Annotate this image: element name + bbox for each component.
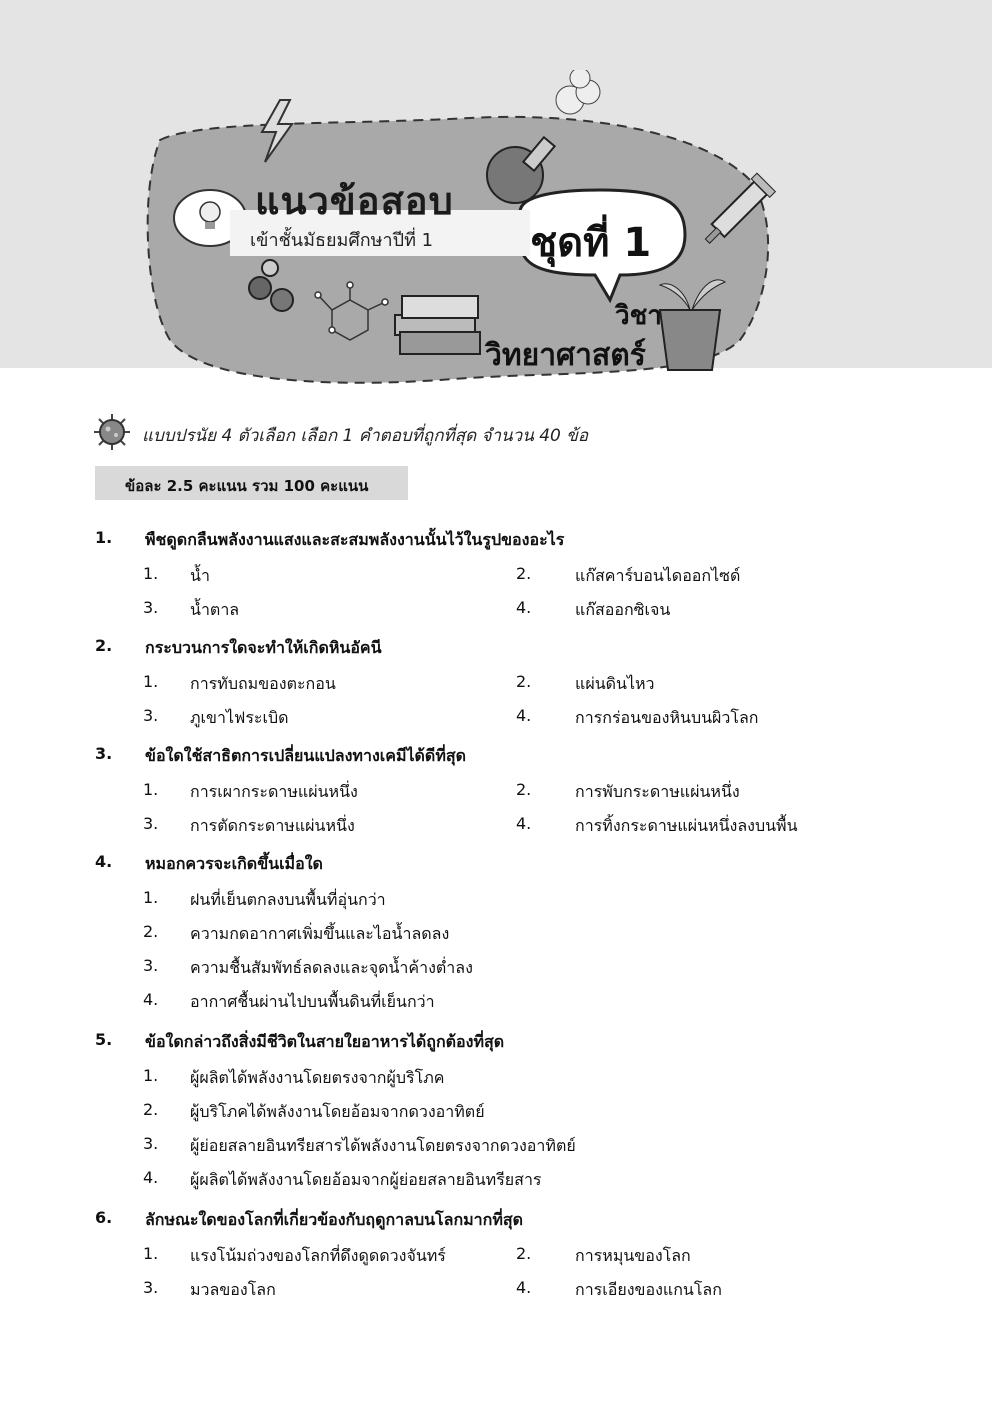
- choice-text: น้ำ: [190, 566, 210, 585]
- choice-text: น้ำตาล: [190, 600, 240, 619]
- books-icon: [395, 296, 480, 354]
- choice-number: 4.: [516, 1278, 532, 1297]
- choice-text: ผู้ผลิตได้พลังงานโดยอ้อมจากผู้ย่อยสลายอินทรียสาร: [190, 1170, 542, 1189]
- choice-text: การเผากระดาษแผ่นหนึ่ง: [190, 782, 358, 801]
- banner-title: แนวข้อสอบ: [255, 179, 454, 223]
- choice-number: 1.: [143, 672, 159, 691]
- choice-text: การเอียงของแกนโลก: [575, 1280, 722, 1299]
- choice-text: การพับกระดาษแผ่นหนึ่ง: [575, 782, 740, 801]
- score-box: [95, 466, 408, 500]
- choice-number: 2.: [516, 672, 532, 691]
- question-number: 1.: [95, 528, 113, 547]
- question-number: 3.: [95, 744, 113, 763]
- choice-number: 4.: [143, 990, 159, 1009]
- choice-text: แก๊สคาร์บอนไดออกไซด์: [575, 566, 741, 585]
- question-number: 2.: [95, 636, 113, 655]
- choice-text: ผู้ย่อยสลายอินทรียสารได้พลังงานโดยตรงจากดวงอาทิตย์: [190, 1136, 576, 1155]
- choice-text: มวลของโลก: [190, 1280, 276, 1299]
- title-banner: [140, 70, 780, 400]
- choice-number: 1.: [143, 564, 159, 583]
- choice-number: 2.: [516, 1244, 532, 1263]
- choice-number: 3.: [143, 598, 159, 617]
- choice-number: 4.: [143, 1168, 159, 1187]
- score-text: ข้อละ 2.5 คะแนน รวม 100 คะแนน: [125, 477, 369, 495]
- question-text: หมอกควรจะเกิดขึ้นเมื่อใด: [145, 854, 323, 873]
- choice-number: 3.: [143, 706, 159, 725]
- choice-number: 2.: [516, 564, 532, 583]
- choice-text: การกร่อนของหินบนผิวโลก: [575, 708, 759, 727]
- question-text: ลักษณะใดของโลกที่เกี่ยวข้องกับฤดูกาลบนโลกมากที่สุด: [145, 1210, 524, 1229]
- question-number: 4.: [95, 852, 113, 871]
- choice-number: 1.: [143, 1244, 159, 1263]
- choice-text: ภูเขาไฟระเบิด: [190, 708, 289, 727]
- choice-text: การตัดกระดาษแผ่นหนึ่ง: [190, 816, 355, 835]
- question-text: ข้อใดกล่าวถึงสิ่งมีชีวิตในสายใยอาหารได้ถูกต้องที่สุด: [145, 1032, 505, 1051]
- subject-label: วิชา: [615, 301, 662, 331]
- choice-text: แก๊สออกซิเจน: [575, 600, 671, 619]
- choice-text: ผู้บริโภคได้พลังงานโดยอ้อมจากดวงอาทิตย์: [190, 1102, 485, 1121]
- choice-number: 4.: [516, 814, 532, 833]
- choice-number: 2.: [143, 922, 159, 941]
- choice-text: ผู้ผลิตได้พลังงานโดยตรงจากผู้บริโภค: [190, 1068, 445, 1087]
- set-label: ชุดที่ 1: [530, 220, 652, 266]
- choice-number: 4.: [516, 598, 532, 617]
- choice-number: 3.: [143, 1278, 159, 1297]
- choice-text: แผ่นดินไหว: [575, 674, 655, 693]
- choice-number: 3.: [143, 956, 159, 975]
- choice-number: 4.: [516, 706, 532, 725]
- choice-number: 3.: [143, 1134, 159, 1153]
- choice-number: 2.: [143, 1100, 159, 1119]
- choice-number: 1.: [143, 1066, 159, 1085]
- question-text: พืชดูดกลืนพลังงานแสงและสะสมพลังงานนั้นไว้ในรูปของอะไร: [145, 530, 565, 549]
- choice-text: อากาศชื้นผ่านไปบนพื้นดินที่เย็นกว่า: [190, 992, 435, 1011]
- choice-text: การหมุนของโลก: [575, 1246, 691, 1265]
- choice-number: 1.: [143, 780, 159, 799]
- banner-subtitle: เข้าชั้นมัธยมศึกษาปีที่ 1: [250, 230, 434, 251]
- question-text: กระบวนการใดจะทำให้เกิดหินอัคนี: [145, 638, 382, 657]
- choice-number: 1.: [143, 888, 159, 907]
- instruction-text: แบบปรนัย 4 ตัวเลือก เลือก 1 คำตอบที่ถูกที่สุด จำนวน 40 ข้อ: [142, 426, 589, 446]
- choice-number: 2.: [516, 780, 532, 799]
- choice-text: แรงโน้มถ่วงของโลกที่ดึงดูดดวงจันทร์: [190, 1246, 446, 1265]
- choice-number: 3.: [143, 814, 159, 833]
- choice-text: ฝนที่เย็นตกลงบนพื้นที่อุ่นกว่า: [190, 890, 386, 909]
- question-number: 5.: [95, 1030, 113, 1049]
- choice-text: ความกดอากาศเพิ่มขึ้นและไอน้ำลดลง: [190, 924, 450, 943]
- subject-name: วิทยาศาสตร์: [485, 338, 646, 373]
- instruction-row: [92, 412, 912, 452]
- question-number: 6.: [95, 1208, 113, 1227]
- virus-icon: [92, 412, 132, 452]
- question-text: ข้อใดใช้สาธิตการเปลี่ยนแปลงทางเคมีได้ดีที่สุด: [145, 746, 467, 765]
- choice-text: การทิ้งกระดาษแผ่นหนึ่งลงบนพื้น: [575, 816, 798, 835]
- choice-text: การทับถมของตะกอน: [190, 674, 336, 693]
- choice-text: ความชื้นสัมพัทธ์ลดลงและจุดน้ำค้างต่ำลง: [190, 958, 473, 977]
